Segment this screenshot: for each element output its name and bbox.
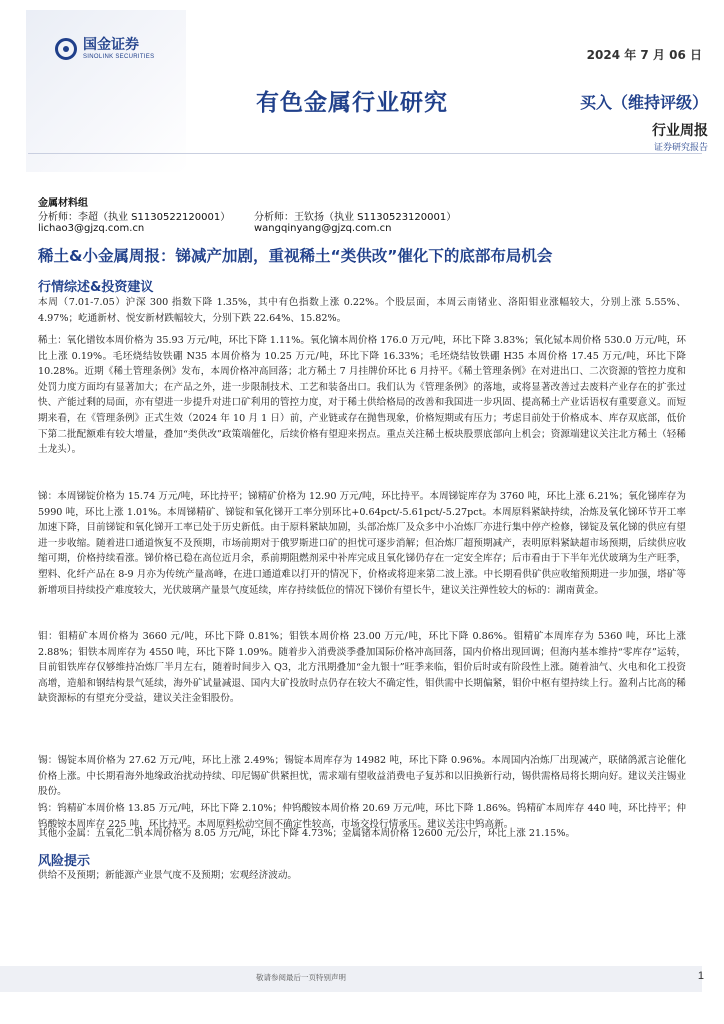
section-risk-heading: 风险提示 bbox=[38, 854, 91, 869]
report-date: 2024 年 7 月 06 日 bbox=[586, 48, 702, 62]
paragraph-molybdenum: 钼：钼精矿本周价格为 3660 元/吨，环比下降 0.81%；钼铁本周价格 23.00 万元/吨，环比下降 0.86%。钼精矿本周库存为 5360 吨，环比上涨 2.88%；钼铁本周库存为 4550 吨，环比下降 1.09%。随着步入消费淡季叠加国际价格冲高回落，国内价格出现回调；但海内基本维持“零库存”运转，目前钼铁库存仅够维持冶炼厂半月左右，随着时间步入 Q3，北方汛期叠加“金九银十”旺季来临，钼价后时或有阶段性上涨。随着油气、火电和化工投资高增，造船和钢结构景气延续，海外矿试量减退、国内大矿投放时点仍存在较大不确定性，钼供需中长期偏紧，钼价中枢有望持续上行。盈利占比高的稀缺资源标的有望充分受益，建议关注金钼股份。 bbox=[38, 631, 686, 705]
logo-icon bbox=[55, 38, 77, 60]
rating-badge: 买入（维持评级） bbox=[579, 93, 708, 112]
page-number: 1 bbox=[697, 970, 704, 982]
paragraph-antimony: 锑：本周锑锭价格为 15.74 万元/吨，环比持平；锑精矿价格为 12.90 万元/吨，环比持平。本周锑锭库存为 3760 吨，环比上涨 6.21%；氧化锑库存为 5990 吨，环比上涨 1.01%。本周锑精矿、锑锭和氧化锑开工率分别环比+0.64pct/-5.61pct/-5.27pct。本周原料紧缺持续，冶炼及氧化锑环节开工率加速下降，目前锑锭和氧化锑开工率已处于历史新低。由于原料紧缺加剧，头部冶炼厂及众多中小冶炼厂亦进行集中停产检修，锑锭及氧化锑的供应有望进一步收缩。随着进口通道恢复不及预期，市场前期对于俄罗斯进口矿的担忧可逐步消解；但冶炼厂超预期减产，表明原料紧缺超市场预期，后续供应收缩可期，价格持续看涨。锑价格已稳在高位近月余，系前期阻燃剂采中补库完成且氧化锑仍存在一定安全库存；后市看由于下半年光伏玻璃为生产旺季，塑料、化纤产品在 8-9 月亦为传统产量高峰，在进口通道难以打开的情况下，价格或将迎来第二波上涨。中长期看供矿供应收缩预期进一步加强，塔矿等新增项目持续投产难度较大，光伏玻璃产量景气度延续，库存持续低位的情况下锑价有望长牛，建议关注弹性较大的标的：湖南黄金。 bbox=[38, 491, 686, 596]
logo-name-en: SINOLINK SECURITIES bbox=[83, 54, 155, 60]
company-logo bbox=[55, 38, 154, 60]
paragraph-tin: 锡：锡锭本周价格为 27.62 万元/吨，环比上涨 2.49%；锡锭本周库存为 14982 吨，环比下降 0.96%。本周国内冶炼厂出现减产，联储鸽派言论催化价格上涨。中长期看海外地缘政治扰动持续、印尼锡矿供紧担忧，需求端有望收益消费电子复苏和以旧换新行动，锡供需格局将长期向好。建议关注锡业股份。 bbox=[38, 755, 686, 798]
analyst-2-name: 分析师：王钦扬（执业 S1130523120001） bbox=[254, 212, 457, 223]
analyst-team: 金属材料组 bbox=[38, 198, 88, 209]
report-headline: 稀土&小金属周报：锑减产加剧，重视稀土“类供改”催化下的底部布局机会 bbox=[38, 247, 553, 265]
analyst-1-email[interactable]: lichao3@gjzq.com.cn bbox=[38, 223, 145, 234]
qr-code-background bbox=[26, 10, 186, 172]
report-subtype: 证券研究报告 bbox=[653, 143, 708, 153]
analyst-1-name: 分析师：李超（执业 S1130522120001） bbox=[38, 212, 231, 223]
paragraph-other-metals: 其他小金属：五氧化二钒本周价格为 8.05 万元/吨，环比下降 4.73%；金属锗本周价格 12600 元/公斤，环比上涨 21.15%。 bbox=[38, 828, 576, 839]
report-title: 有色金属行业研究 bbox=[256, 90, 448, 116]
paragraph-overview: 本周（7.01-7.05）沪深 300 指数下降 1.35%，其中有色指数上涨 0.22%。个股层面，本周云南锗业、洛阳钼业涨幅较大，分别上涨 5.55%、4.97%；屹通新材、悦安新材跌幅较大，分别下跌 22.64%、15.82%。 bbox=[38, 297, 686, 324]
analyst-2-email[interactable]: wangqinyang@gjzq.com.cn bbox=[254, 223, 392, 234]
header-divider bbox=[28, 153, 702, 154]
report-type: 行业周报 bbox=[652, 123, 708, 139]
paragraph-risk: 供给不及预期；新能源产业景气度不及预期；宏观经济波动。 bbox=[38, 870, 298, 881]
footer-band bbox=[0, 966, 702, 992]
logo-name-cn: 国金证券 bbox=[83, 37, 139, 53]
section-market-heading: 行情综述&投资建议 bbox=[38, 280, 154, 295]
paragraph-rare-earth: 稀土：氧化镨钕本周价格为 35.93 万元/吨，环比下降 1.11%。氧化镝本周价格 176.0 万元/吨，环比下降 3.83%；氧化铽本周价格 530.0 万元/吨，环比上涨 0.19%。毛坯烧结钕铁硼 N35 本周价格为 10.25 万元/吨，环比下降 16.33%；毛坯烧结钕铁硼 H35 本周价格 17.45 万元/吨，环比下降 10.28%。近期《稀土管理条例》发布，本周价格冲高回落；北方稀土 7 月挂牌价环比 6 月持平。《稀土管理条例》在对进出口、二次资源的管控力度和处罚力度方面均有显著加大；在产品之外，进一步限制技术、工艺和装备出口。我们认为《管理条例》的落地，或将显著改善过去废料产业存在的扩张过快、产能过剩的局面，亦有望进一步提升对进口矿利用的管控力度，对于稀土供给格局的改善和我国进一步巩固、提高稀土产业话语权有重要意义。而短期来看，在《管理条例》正式生效（2024 年 10 月 1 日）前，产业链或存在抛售现象，价格短期或有压力；考虑目前处于价格成本、库存双底部，低价下第二批配额难有较大增量，叠加“类供改”政策端催化，后续价格有望迎来拐点。重点关注稀土板块股票底部向上机会；资源端建议关注北方稀土（轻稀土龙头）。 bbox=[38, 335, 686, 456]
report-header bbox=[0, 0, 724, 178]
paragraph-tungsten: 钨：钨精矿本周价格 13.85 万元/吨，环比下降 2.10%；仲钨酸铵本周价格 20.69 万元/吨，环比下降 1.86%。钨精矿本周库存 440 吨，环比持平；仲钨酸铵本周库存 225 吨，环比持平。本周原料松动空间不确定性较高，市场交投行情承压。建议关注中钨高新。 bbox=[38, 803, 686, 830]
footer-disclaimer: 敬请参阅最后一页特别声明 bbox=[256, 973, 346, 982]
